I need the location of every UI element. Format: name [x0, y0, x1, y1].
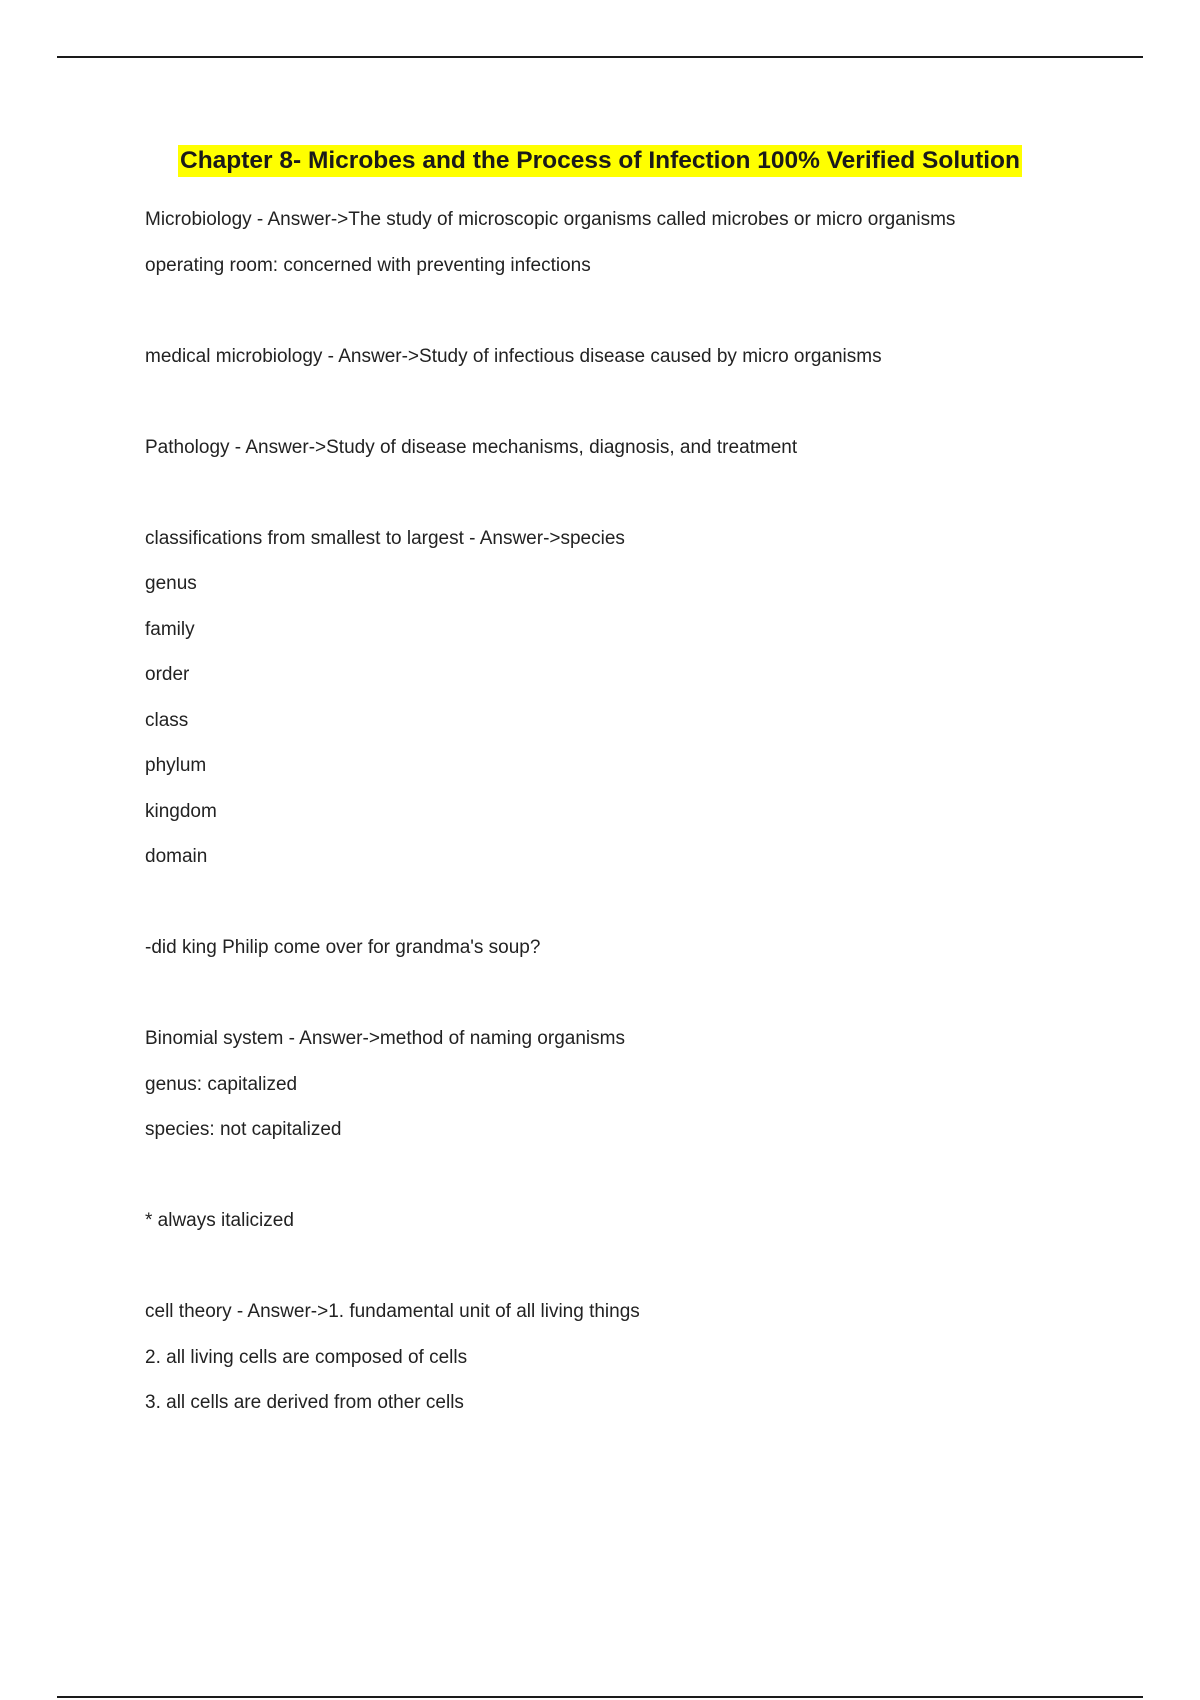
header-rule: [57, 56, 1143, 58]
text-line: cell theory - Answer->1. fundamental unit of all living things: [145, 1301, 640, 1322]
paragraph-gap: [145, 379, 1145, 425]
text-line: * always italicized: [145, 1210, 294, 1231]
text-line: species: not capitalized: [145, 1119, 342, 1140]
paragraph-gap: [145, 971, 1145, 1017]
paragraph-gap: [145, 470, 1145, 516]
footer-rule: [57, 1696, 1143, 1698]
text-line: 3. all cells are derived from other cells: [145, 1392, 464, 1413]
paragraph-gap: [145, 1153, 1145, 1199]
text-line: medical microbiology - Answer->Study of infectious disease caused by micro organisms: [145, 345, 882, 367]
text-line: operating room: concerned with preventing infections: [145, 254, 591, 276]
text-line: domain: [145, 846, 208, 867]
text-line: class: [145, 709, 189, 731]
document-title: Chapter 8- Microbes and the Process of Infection 100% Verified Solution: [178, 145, 1022, 177]
text-line: genus: capitalized: [145, 1073, 298, 1095]
text-line: order: [145, 664, 190, 685]
text-line: -did king Philip come over for grandma's soup?: [145, 937, 541, 958]
paragraph-gap: [145, 288, 1145, 334]
document-body: [145, 197, 1145, 1426]
text-line: phylum: [145, 755, 207, 776]
text-line: family: [145, 618, 195, 640]
text-line: genus: [145, 573, 197, 594]
text-line: Binomial system - Answer->method of naming organisms: [145, 1028, 625, 1049]
title-container: [0, 145, 1200, 177]
text-line: classifications from smallest to largest - Answer->species: [145, 527, 625, 549]
text-line: kingdom: [145, 800, 217, 822]
paragraph-gap: [145, 1244, 1145, 1290]
text-line: Microbiology - Answer->The study of microscopic organisms called microbes or micro organisms: [145, 209, 956, 230]
text-line: 2. all living cells are composed of cells: [145, 1346, 468, 1368]
paragraph-gap: [145, 880, 1145, 926]
text-line: Pathology - Answer->Study of disease mechanisms, diagnosis, and treatment: [145, 436, 798, 458]
